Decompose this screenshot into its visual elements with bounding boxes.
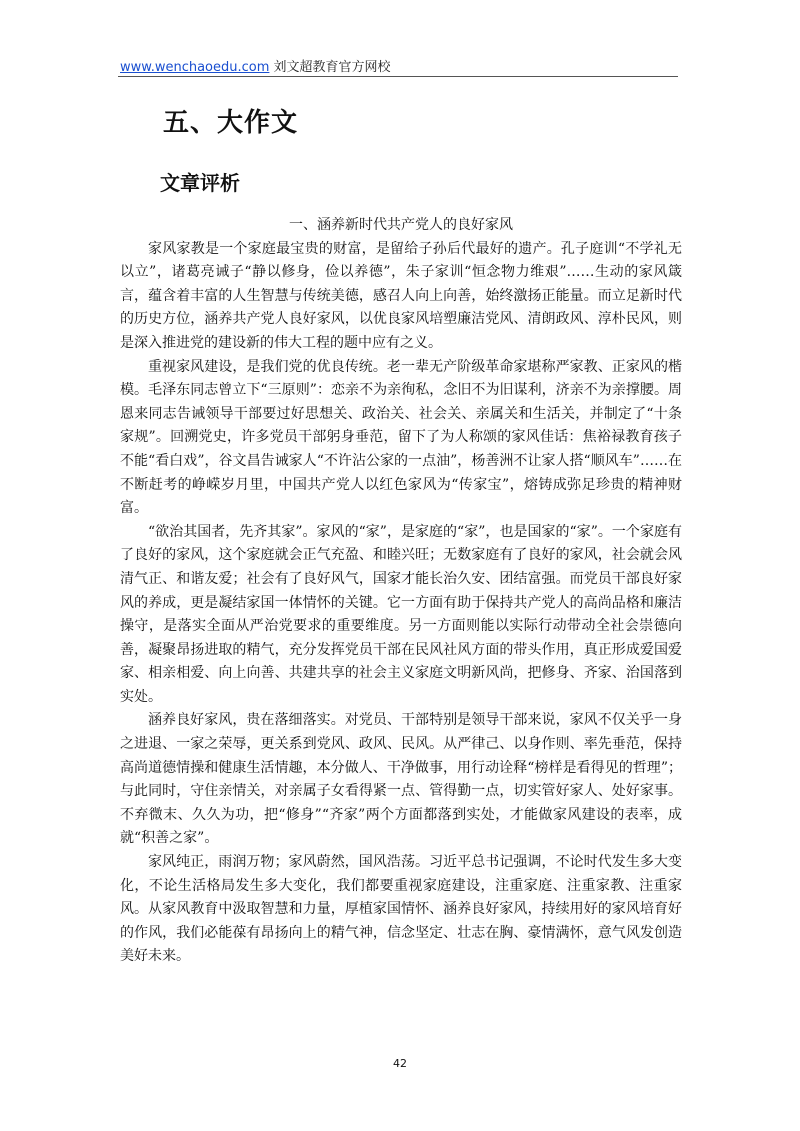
subsection-title: 文章评析 xyxy=(160,171,240,195)
section-title: 五、大作文 xyxy=(163,108,299,138)
header-divider xyxy=(118,76,678,77)
article-title: 一、涵养新时代共产党人的良好家风 xyxy=(289,217,513,233)
article-paragraph: 重视家风建设，是我们党的优良传统。老一辈无产阶级革命家堪称严家教、正家风的楷模。毛泽东同志曾立下“三原则”：恋亲不为亲徇私，念旧不为旧谋利，济亲不为亲撑腰。周恩来同志告诫领导干部要过好思想关、政治关、社会关、亲属关和生活关，并制定了“十条家规”。回溯党史，许多党员干部躬身垂范，留下了为人称颂的家风佳话：焦裕禄教育孩子不能“看白戏”，谷文昌告诫家人“不许沾公家的一点油”，杨善洲不让家人搭“顺风车”……在不断赶考的峥嵘岁月里，中国共产党人以红色家风为“传家宝”，熔铸成弥足珍贵的精神财富。 xyxy=(120,358,682,517)
article-body xyxy=(120,214,682,969)
article-paragraph: “欲治其国者，先齐其家”。家风的“家”，是家庭的“家”，也是国家的“家”。一个家庭有了良好的家风，这个家庭就会正气充盈、和睦兴旺；无数家庭有了良好的家风，社会就会风清气正、和谐友爱；社会有了良好风气，国家才能长治久安、团结富强。而党员干部良好家风的养成，更是凝结家国一体情怀的关键。它一方面有助于保持共产党人的高尚品格和廉洁操守，是落实全面从严治党要求的重要维度。另一方面则能以实际行动带动全社会崇德向善，凝聚昂扬进取的精气，充分发挥党员干部在民风社风方面的带头作用，真正形成爱国爱家、相亲相爱、向上向善、共建共享的社会主义家庭文明新风尚，把修身、齐家、治国落到实处。 xyxy=(120,523,682,705)
website-link[interactable]: www.wenchaoedu.com xyxy=(120,60,270,75)
article-paragraph: 家风纯正，雨润万物；家风蔚然，国风浩荡。习近平总书记强调，不论时代发生多大变化，不论生活格局发生多大变化，我们都要重视家庭建设，注重家庭、注重家教、注重家风。从家风教育中汲取智慧和力量，厚植家国情怀、涵养良好家风，持续用好的家风培育好的作风，我们必能葆有昂扬向上的精气神，信念坚定、壮志在胸、豪情满怀，意气风发创造美好未来。 xyxy=(120,854,682,965)
org-name: 刘文超教育官方网校 xyxy=(269,60,391,75)
article-paragraph: 涵养良好家风，贵在落细落实。对党员、干部特别是领导干部来说，家风不仅关乎一身之进退、一家之荣辱，更关系到党风、政风、民风。从严律己、以身作则、率先垂范，保持高尚道德情操和健康生活情趣，本分做人、干净做事，用行动诠释“榜样是看得见的哲理”；与此同时，守住亲情关，对亲属子女看得紧一点、管得勤一点，切实管好家人、处好家事。不弃微末、久久为功，把“修身”“齐家”两个方面都落到实处，才能做家风建设的表率，成就“积善之家”。 xyxy=(120,712,682,847)
page-number: 42 xyxy=(393,1057,407,1070)
article-paragraph: 家风家教是一个家庭最宝贵的财富，是留给子孙后代最好的遗产。孔子庭训“不学礼无以立”，诸葛亮诫子“静以修身，俭以养德”，朱子家训“恒念物力维艰”……生动的家风箴言，蕴含着丰富的人生智慧与传统美德，感召人向上向善，始终激扬正能量。而立足新时代的历史方位，涵养共产党人良好家风，以优良家风培塑廉洁党风、清朗政风、淳朴民风，则是深入推进党的建设新的伟大工程的题中应有之义。 xyxy=(120,240,682,351)
page-header xyxy=(120,56,391,75)
